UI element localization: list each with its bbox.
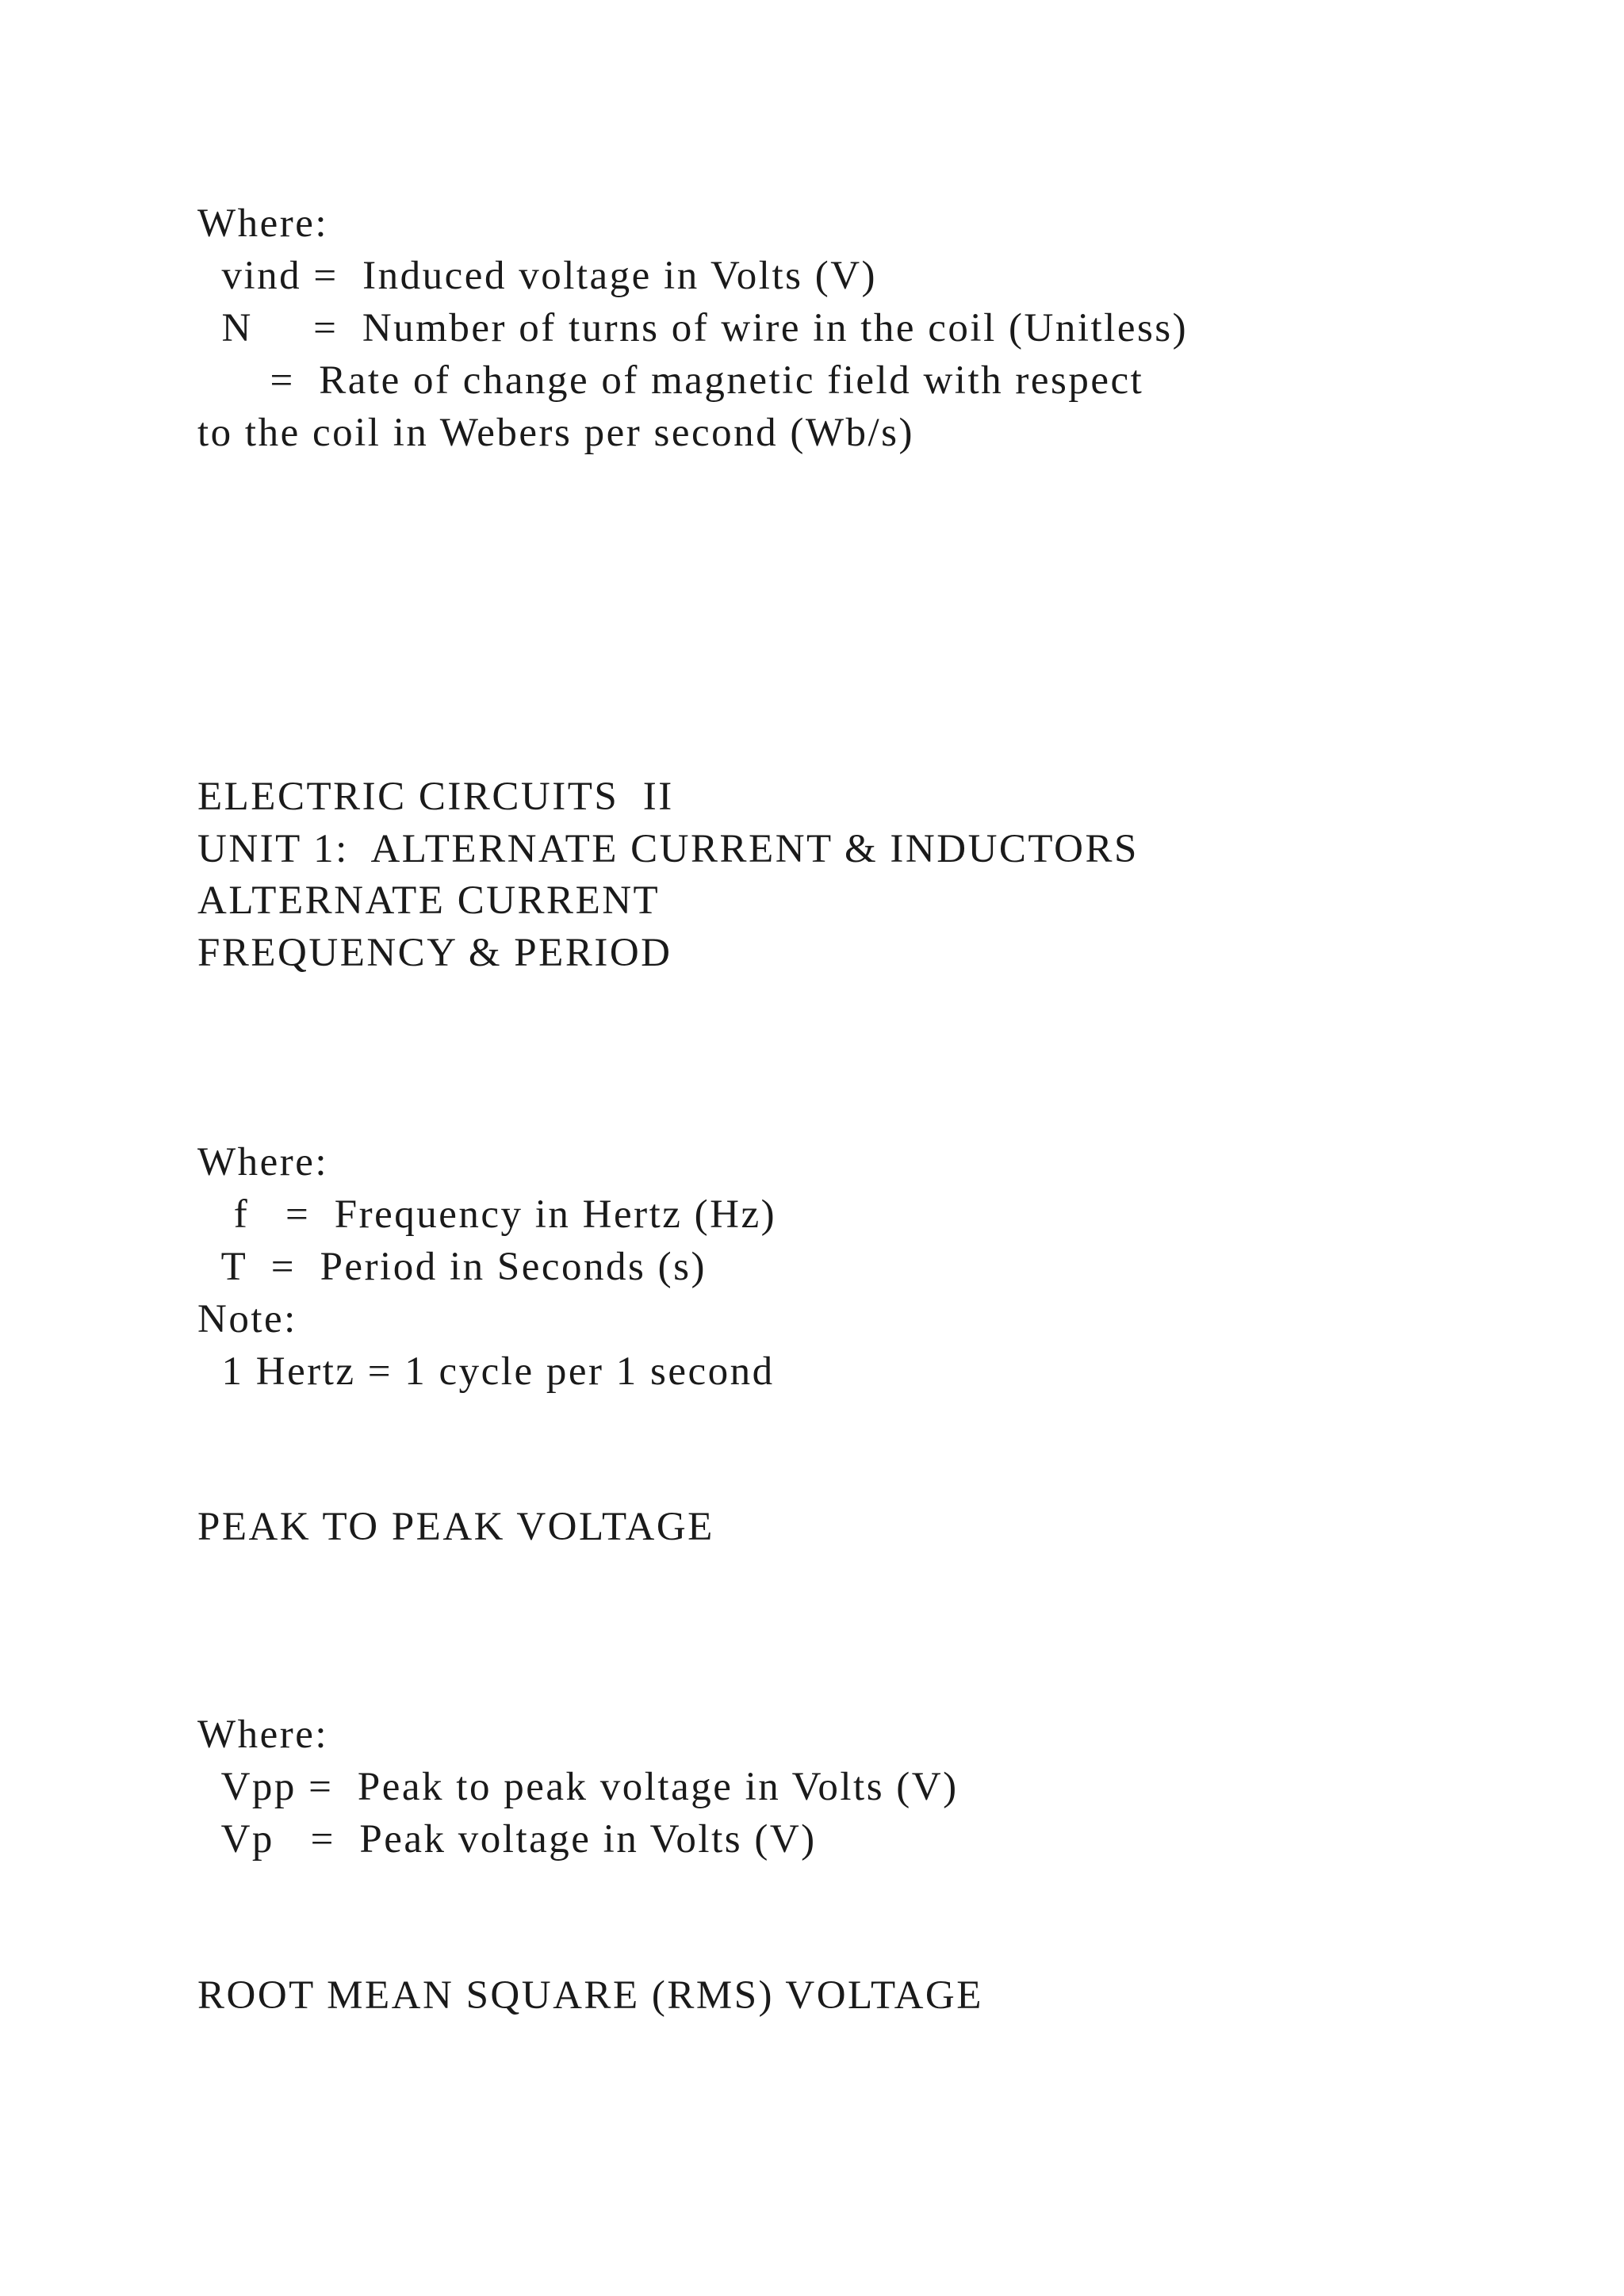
where-label: Where: — [197, 1712, 329, 1757]
definition-rate-of-change: = Rate of change of magnetic field with respect — [197, 358, 1144, 403]
heading-subtopic: FREQUENCY & PERIOD — [197, 931, 672, 975]
heading-peak-to-peak: PEAK TO PEAK VOLTAGE — [197, 1505, 714, 1549]
definition-period: T = Period in Seconds (s) — [197, 1245, 707, 1289]
definition-rate-of-change-cont: to the coil in Webers per second (Wb/s) — [197, 411, 914, 455]
note-label: Note: — [197, 1297, 297, 1341]
heading-course: ELECTRIC CIRCUITS II — [197, 775, 674, 819]
note-text: 1 Hertz = 1 cycle per 1 second — [197, 1349, 775, 1394]
definition-frequency: f = Frequency in Hertz (Hz) — [197, 1192, 777, 1237]
where-label: Where: — [197, 1140, 329, 1184]
definition-vind: vind = Induced voltage in Volts (V) — [197, 254, 878, 298]
definition-n: N = Number of turns of wire in the coil (Unitless) — [197, 306, 1189, 350]
where-label: Where: — [197, 201, 329, 246]
heading-unit: UNIT 1: ALTERNATE CURRENT & INDUCTORS — [197, 827, 1139, 871]
heading-topic: ALTERNATE CURRENT — [197, 878, 661, 923]
heading-rms: ROOT MEAN SQUARE (RMS) VOLTAGE — [197, 1973, 983, 2018]
definition-vpp: Vpp = Peak to peak voltage in Volts (V) — [197, 1765, 959, 1809]
definition-vp: Vp = Peak voltage in Volts (V) — [197, 1817, 817, 1862]
